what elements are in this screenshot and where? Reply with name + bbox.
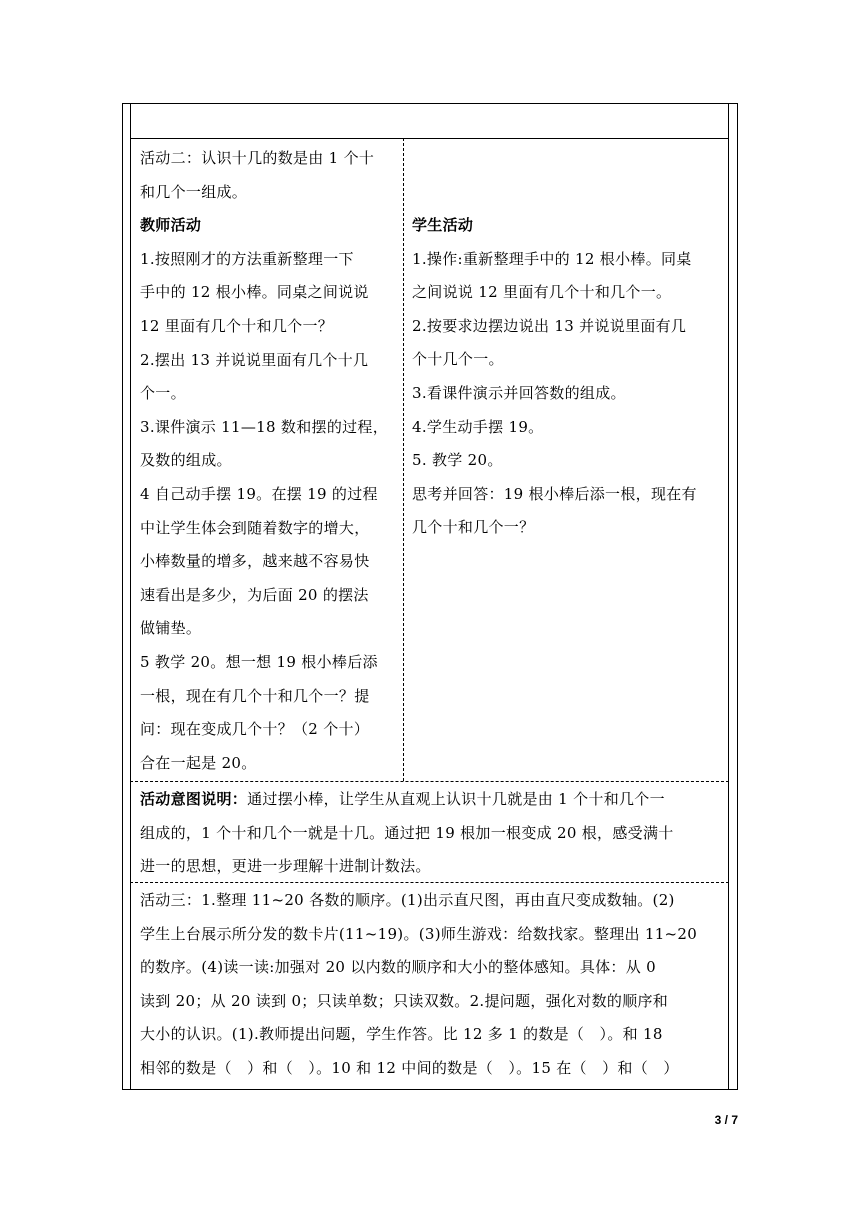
teacher-line: 个一。: [140, 384, 186, 403]
teacher-line: 中让学生体会到随着数字的增大，: [140, 518, 370, 537]
intent-line: [140, 783, 730, 817]
intent-cell: [140, 783, 730, 884]
teacher-heading: 教师活动: [140, 216, 202, 235]
teacher-cell: [140, 142, 402, 780]
page-number: 3 / 7: [714, 1113, 738, 1127]
intent-text: 通过摆小棒，让学生从直观上认识十几就是由 1 个十和几个一: [247, 790, 665, 808]
teacher-line: 小棒数量的增多，越来越不容易快: [140, 552, 370, 571]
intent-line: 组成的，1 个十和几个一就是十几。通过把 19 根加一根变成 20 根，感受满十: [140, 823, 674, 842]
activity3-line: 学生上台展示所分发的数卡片(11~19)。(3)师生游戏：给数找家。整理出 11~20: [140, 924, 698, 943]
teacher-line: 手中的 12 根小棒。同桌之间说说: [140, 283, 369, 302]
row-divider: [130, 781, 729, 782]
student-line: 思考并回答：19 根小棒后添一根，现在有: [412, 484, 697, 503]
teacher-line: 速看出是多少，为后面 20 的摆法: [140, 585, 369, 604]
activity2-title-line2: 和几个一组成。: [140, 182, 248, 201]
activity3-line: 的数序。(4)读一读:加强对 20 以内数的顺序和大小的整体感知。具体：从 0: [140, 958, 656, 977]
teacher-line: 4 自己动手摆 19。在摆 19 的过程: [140, 484, 378, 503]
student-line: 4.学生动手摆 19。: [412, 417, 544, 436]
teacher-line: 5 教学 20。想一想 19 根小棒后添: [140, 652, 378, 671]
teacher-line: 一根，现在有几个十和几个一？提: [140, 686, 370, 705]
student-line: 几个十和几个一？: [412, 518, 535, 537]
student-cell: [412, 209, 730, 545]
student-line: 3.看课件演示并回答数的组成。: [412, 383, 626, 402]
activity2-title-line1: 活动二：认识十几的数是由 1 个十: [140, 149, 375, 167]
teacher-line: 12 里面有几个十和几个一？: [140, 316, 334, 335]
teacher-line: 做铺垫。: [140, 619, 202, 638]
activity3-line: 读到 20；从 20 读到 0；只读单数；只读双数。2.提问题，强化对数的顺序和: [140, 991, 669, 1010]
student-line: 5. 教学 20。: [412, 451, 503, 470]
student-line: 1.操作:重新整理手中的 12 根小棒。同桌: [412, 249, 692, 268]
student-line: 之间说说 12 里面有几个十和几个一。: [412, 283, 672, 302]
teacher-line: 合在一起是 20。: [140, 753, 257, 772]
activity3-line: 活动三：1.整理 11~20 各数的顺序。(1)出示直尺图，再由直尺变成数轴。(2): [140, 891, 675, 909]
row-divider: [130, 138, 729, 139]
teacher-line: 3.课件演示 11—18 数和摆的过程，: [140, 417, 389, 436]
column-divider: [403, 138, 404, 781]
activity3-cell: [140, 884, 730, 1086]
activity3-line: 相邻的数是（ ）和（ ）。10 和 12 中间的数是（ ）。15 在（ ）和（ ）: [140, 1058, 679, 1077]
intent-label: 活动意图说明：: [140, 790, 248, 808]
activity3-line: 大小的认识。(1).教师提出问题，学生作答。比 12 多 1 的数是（ ）。和 18: [140, 1025, 663, 1044]
intent-line: 进一的思想，更进一步理解十进制计数法。: [140, 857, 431, 876]
student-heading: 学生活动: [412, 216, 474, 234]
student-line: 2.按要求边摆边说出 13 并说说里面有几: [412, 316, 687, 335]
teacher-line: 2.摆出 13 并说说里面有几个十几: [140, 350, 369, 369]
teacher-line: 1.按照刚才的方法重新整理一下: [140, 249, 354, 268]
student-line: 个十几个一。: [412, 350, 504, 369]
teacher-line: 及数的组成。: [140, 451, 232, 470]
teacher-line: 问：现在变成几个十？（2 个十）: [140, 720, 370, 739]
